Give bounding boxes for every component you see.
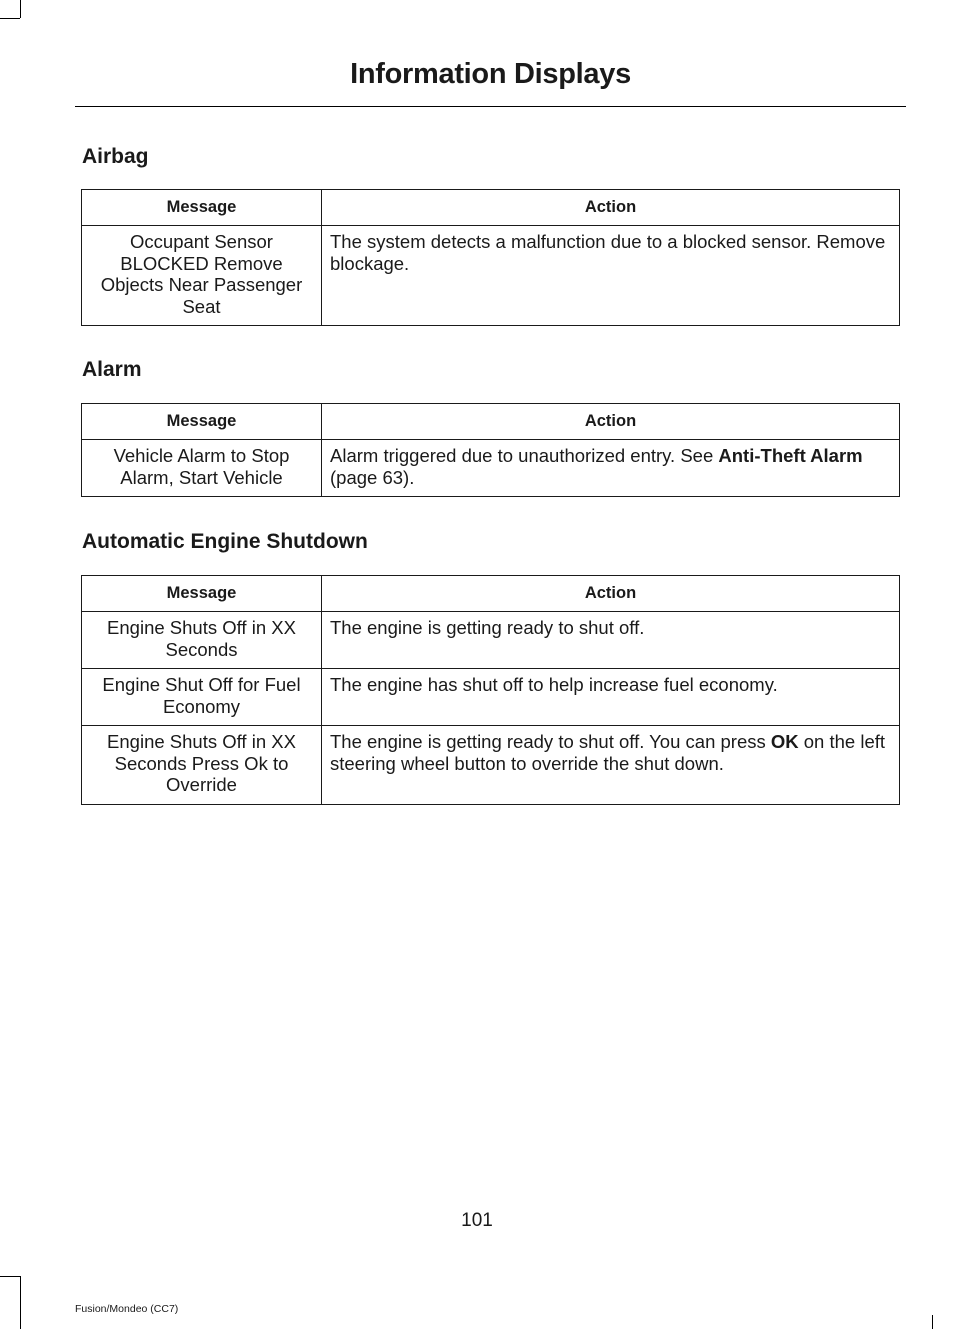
page-number: 101: [461, 1210, 493, 1231]
footer-model: Fusion/Mondeo (CC7): [75, 1303, 179, 1315]
action-cell: [322, 440, 900, 497]
title-divider: [75, 106, 906, 107]
airbag-table: [81, 189, 900, 326]
column-header-action: Action: [322, 190, 900, 226]
table-header-row: [82, 404, 900, 440]
table-row: [82, 440, 900, 497]
engine-shutdown-table: [81, 575, 900, 805]
crop-mark: [0, 18, 20, 19]
action-cell: The engine is getting ready to shut off.: [322, 612, 900, 669]
action-text: The engine is getting ready to shut off. You can press: [330, 731, 771, 752]
table-header-row: [82, 190, 900, 226]
crop-mark: [20, 0, 21, 18]
column-header-message: Message: [82, 576, 322, 612]
message-cell: Engine Shut Off for Fuel Economy: [82, 669, 322, 726]
action-text: Alarm triggered due to unauthorized entry. See: [330, 445, 719, 466]
table-row: [82, 669, 900, 726]
crop-mark: [0, 1276, 20, 1277]
message-cell: Engine Shuts Off in XX Seconds Press Ok to Override: [82, 726, 322, 805]
column-header-message: Message: [82, 190, 322, 226]
ok-button-label: OK: [770, 731, 799, 752]
action-text: (page 63).: [330, 466, 415, 488]
crop-mark: [932, 1315, 933, 1329]
action-text: on the left steering wheel button to override the shut down.: [330, 731, 886, 774]
cross-reference-link[interactable]: Anti-Theft Alarm: [718, 445, 863, 466]
message-cell: Vehicle Alarm to Stop Alarm, Start Vehicle: [82, 440, 322, 497]
crop-mark: [20, 1276, 21, 1329]
column-header-action: Action: [322, 576, 900, 612]
section-heading-alarm: Alarm: [82, 358, 142, 381]
section-heading-airbag: Airbag: [82, 145, 149, 168]
table-row: [82, 726, 900, 805]
table-header-row: [82, 576, 900, 612]
action-cell: [322, 726, 900, 805]
table-row: [82, 226, 900, 326]
message-cell: Engine Shuts Off in XX Seconds: [82, 612, 322, 669]
section-heading-automatic-engine-shutdown: Automatic Engine Shutdown: [82, 530, 368, 553]
message-cell: Occupant Sensor BLOCKED Remove Objects Near Passenger Seat: [82, 226, 322, 326]
action-cell: The system detects a malfunction due to a blocked sensor. Remove blockage.: [322, 226, 900, 326]
page-title: Information Displays: [350, 58, 631, 90]
alarm-table: [81, 403, 900, 497]
column-header-message: Message: [82, 404, 322, 440]
column-header-action: Action: [322, 404, 900, 440]
action-cell: The engine has shut off to help increase fuel economy.: [322, 669, 900, 726]
table-row: [82, 612, 900, 669]
